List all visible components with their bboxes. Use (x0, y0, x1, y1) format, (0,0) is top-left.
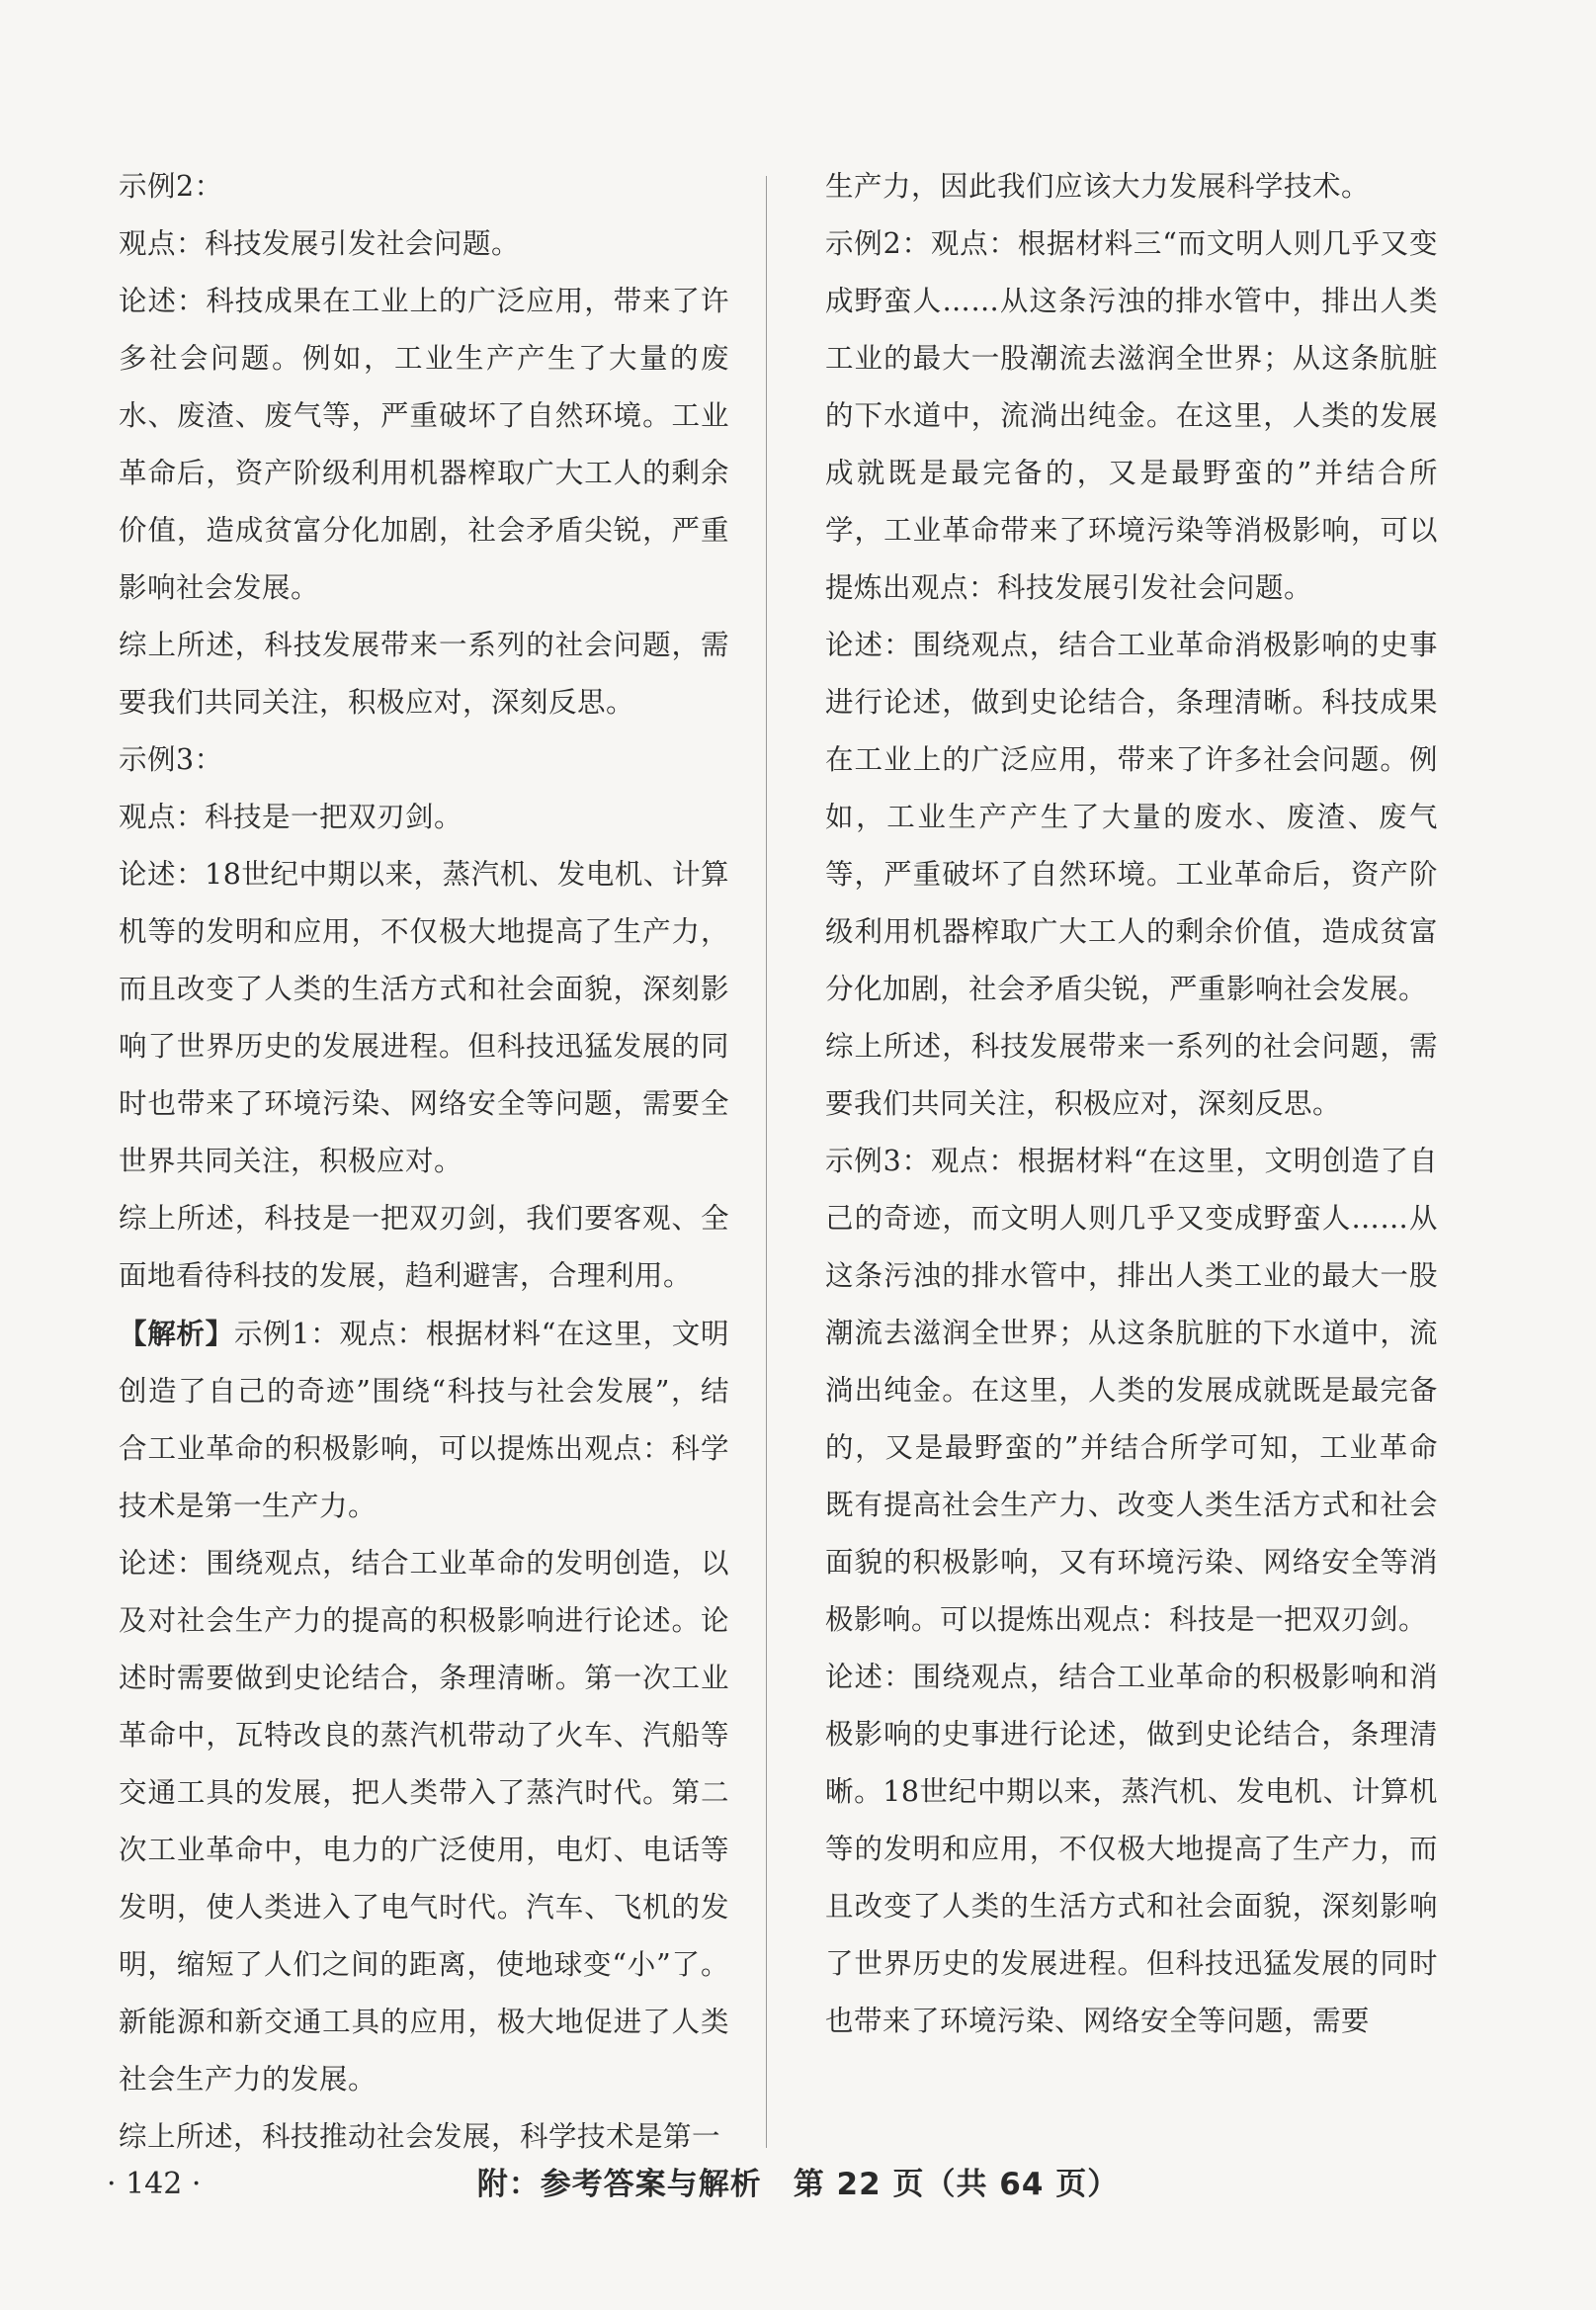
paragraph-text: 生产力，因此我们应该大力发展科学技术。 (825, 170, 1371, 203)
paragraph (119, 1535, 729, 2108)
paragraph-text: 示例3： (119, 743, 223, 776)
paragraph (119, 731, 729, 789)
right-column (825, 158, 1438, 2050)
paragraph-text: 示例2：观点：根据材料三“而文明人则几乎又变成野蛮人……从这条污浊的排水管中，排出人类工业的最大一股潮流去滋润全世界；从这条肮脏的下水道中，流淌出纯金。在这里，人类的发展成就既是最完备的，又是最野蛮的”并结合所学，工业革命带来了环境污染等消极影响，可以提炼出观点：科技发展引发社会问题。 (825, 227, 1438, 604)
paragraph (825, 1133, 1438, 1649)
column-divider (766, 176, 767, 2148)
paragraph-text: 论述：围绕观点，结合工业革命的积极影响和消极影响的史事进行论述，做到史论结合，条理清晰。18世纪中期以来，蒸汽机、发电机、计算机等的发明和应用，不仅极大地提高了生产力，而且改变了人类的生活方式和社会面貌，深刻影响了世界历史的发展进程。但科技迅猛发展的同时也带来了环境污染、网络安全等问题，需要 (825, 1661, 1438, 2037)
analysis-tag: 【解析】 (119, 1317, 234, 1350)
paragraph (119, 158, 729, 215)
paragraph-text: 示例1：观点：根据材料“在这里，文明创造了自己的奇迹”围绕“科技与社会发展”，结合工业革命的积极影响，可以提炼出观点：科学技术是第一生产力。 (119, 1318, 729, 1522)
paragraph (825, 158, 1438, 215)
paragraph (825, 215, 1438, 617)
page-info: 附：参考答案与解析 第 22 页（共 64 页） (476, 2167, 1120, 2202)
paragraph-text: 示例2： (119, 170, 223, 203)
paragraph (119, 1305, 729, 1535)
paragraph (825, 617, 1438, 1018)
paragraph-text: 综上所述，科技发展带来一系列的社会问题，需要我们共同关注，积极应对，深刻反思。 (825, 1030, 1438, 1120)
left-column (119, 158, 729, 2166)
paragraph (119, 1190, 729, 1305)
paragraph-text: 综上所述，科技发展带来一系列的社会问题，需要我们共同关注，积极应对，深刻反思。 (119, 629, 729, 719)
paragraph (119, 273, 729, 617)
paragraph (119, 215, 729, 273)
paragraph-text: 示例3：观点：根据材料“在这里，文明创造了自己的奇迹，而文明人则几乎又变成野蛮人……从这条污浊的排水管中，排出人类工业的最大一股潮流去滋润全世界；从这条肮脏的下水道中，流淌出纯金。在这里，人类的发展成就既是最完备的，又是最野蛮的”并结合所学可知，工业革命既有提高社会生产力、改变人类生活方式和社会面貌的积极影响，又有环境污染、网络安全等消极影响。可以提炼出观点：科技是一把双刃剑。 (825, 1145, 1438, 1636)
paragraph-text: 综上所述，科技推动社会发展，科学技术是第一 (119, 2120, 721, 2153)
paragraph (119, 846, 729, 1190)
paragraph (825, 1018, 1438, 1133)
paragraph (825, 1649, 1438, 2050)
paragraph (119, 617, 729, 731)
page-number: · 142 · (107, 2167, 202, 2201)
paragraph-text: 观点：科技是一把双刃剑。 (119, 801, 463, 833)
page-footer (0, 2155, 1596, 2214)
paragraph-text: 论述：18世纪中期以来，蒸汽机、发电机、计算机等的发明和应用，不仅极大地提高了生产力，而且改变了人类的生活方式和社会面貌，深刻影响了世界历史的发展进程。但科技迅猛发展的同时也带来了环境污染、网络安全等问题，需要全世界共同关注，积极应对。 (119, 858, 729, 1177)
paragraph-text: 论述：科技成果在工业上的广泛应用，带来了许多社会问题。例如，工业生产产生了大量的废水、废渣、废气等，严重破坏了自然环境。工业革命后，资产阶级利用机器榨取广大工人的剩余价值，造成贫富分化加剧，社会矛盾尖锐，严重影响社会发展。 (119, 285, 729, 604)
paragraph-text: 论述：围绕观点，结合工业革命的发明创造，以及对社会生产力的提高的积极影响进行论述。论述时需要做到史论结合，条理清晰。第一次工业革命中，瓦特改良的蒸汽机带动了火车、汽船等交通工具的发展，把人类带入了蒸汽时代。第二次工业革命中，电力的广泛使用，电灯、电话等发明，使人类进入了电气时代。汽车、飞机的发明，缩短了人们之间的距离，使地球变“小”了。新能源和新交通工具的应用，极大地促进了人类社会生产力的发展。 (119, 1547, 729, 2096)
paragraph-text: 论述：围绕观点，结合工业革命消极影响的史事进行论述，做到史论结合，条理清晰。科技成果在工业上的广泛应用，带来了许多社会问题。例如，工业生产产生了大量的废水、废渣、废气等，严重破坏了自然环境。工业革命后，资产阶级利用机器榨取广大工人的剩余价值，造成贫富分化加剧，社会矛盾尖锐，严重影响社会发展。 (825, 629, 1438, 1005)
paragraph-text: 综上所述，科技是一把双刃剑，我们要客观、全面地看待科技的发展，趋利避害，合理利用。 (119, 1202, 729, 1292)
paragraph-text: 观点：科技发展引发社会问题。 (119, 227, 521, 260)
paragraph (119, 789, 729, 846)
